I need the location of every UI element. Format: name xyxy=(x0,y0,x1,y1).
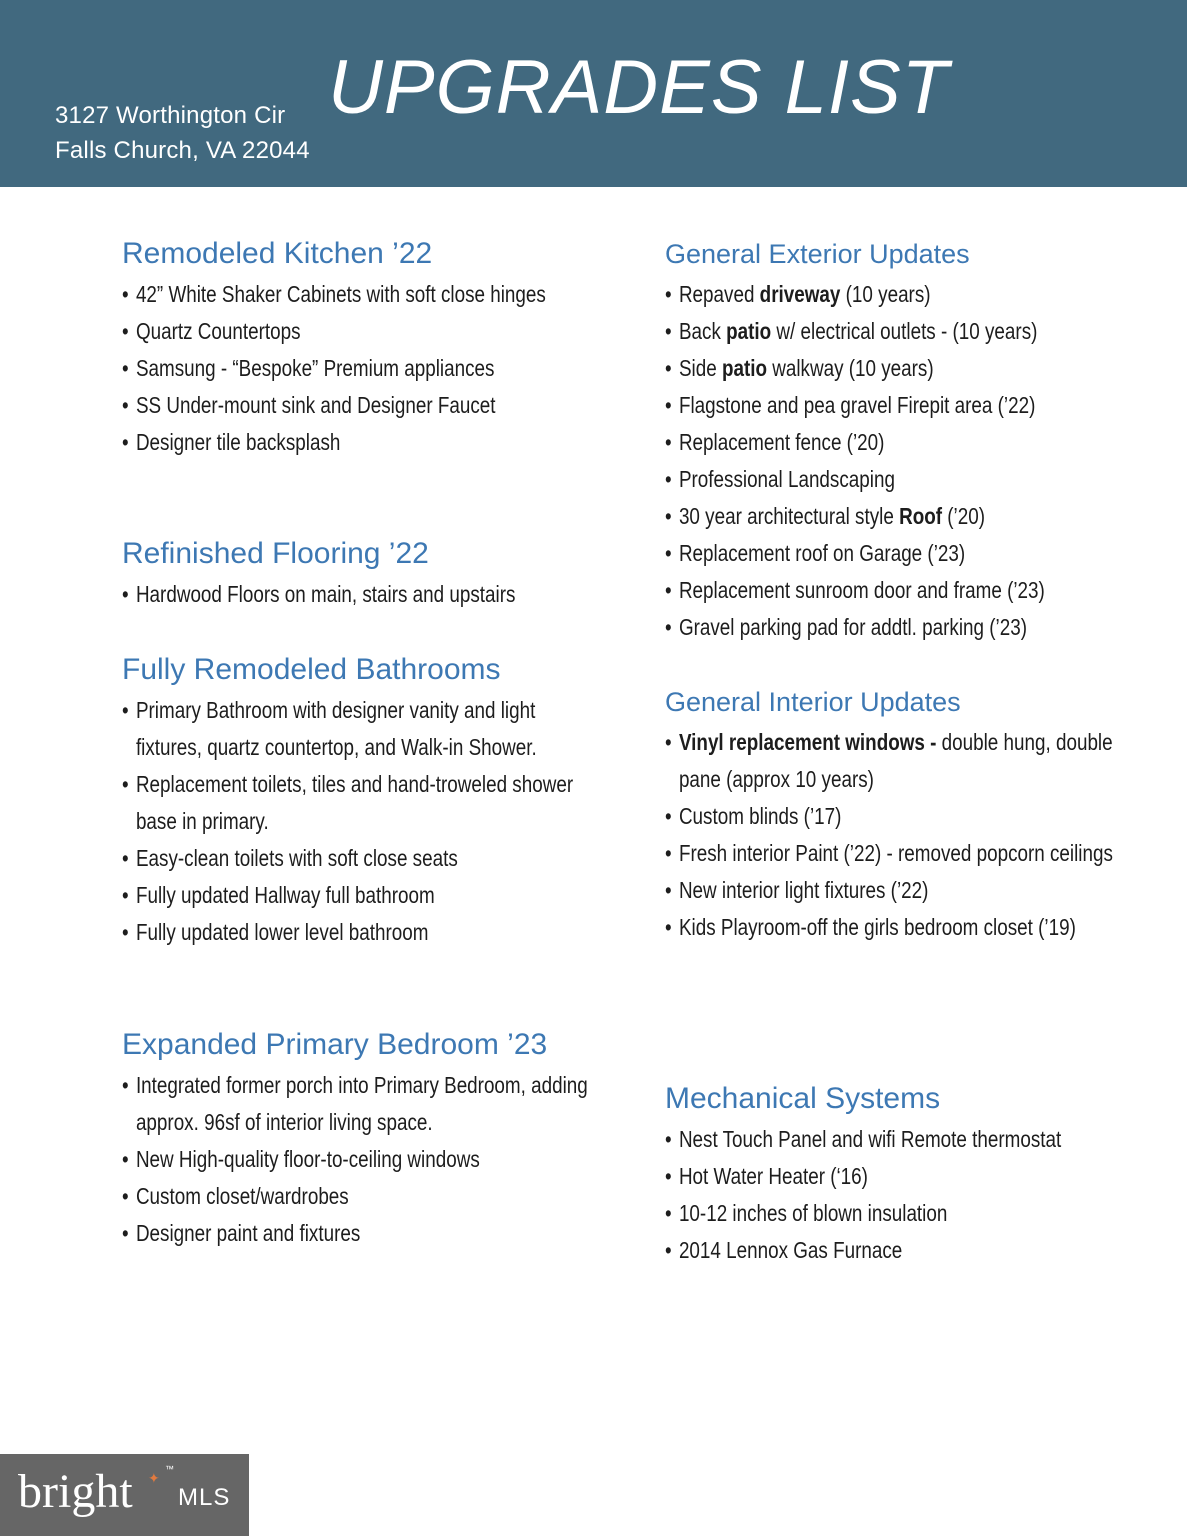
list-item: • Kids Playroom-off the girls bedroom closet (’19) xyxy=(665,909,1138,946)
list-item: • Primary Bathroom with designer vanity and light fixtures, quartz countertop, and Walk-in Shower. xyxy=(122,692,595,766)
list-item: • 2014 Lennox Gas Furnace xyxy=(665,1232,1138,1269)
list-item: • Back patio w/ electrical outlets - (10 years) xyxy=(665,313,1138,350)
list-item: • New interior light fixtures (’22) xyxy=(665,872,1138,909)
trademark: ™ xyxy=(165,1464,174,1474)
section-title: General Exterior Updates xyxy=(665,239,970,269)
list-item: • Hot Water Heater (‘16) xyxy=(665,1158,1138,1195)
list-item: • Hardwood Floors on main, stairs and upstairs xyxy=(122,576,595,613)
list-item: • Professional Landscaping xyxy=(665,461,1138,498)
section-interior xyxy=(665,684,1135,946)
list-item: • Fresh interior Paint (’22) - removed popcorn ceilings xyxy=(665,835,1138,872)
list-item: • Replacement roof on Garage (’23) xyxy=(665,535,1138,572)
list-item: • Gravel parking pad for addtl. parking (’23) xyxy=(665,609,1138,646)
list-item: • Flagstone and pea gravel Firepit area (’22) xyxy=(665,387,1138,424)
section-title: General Interior Updates xyxy=(665,687,961,717)
section-title: Fully Remodeled Bathrooms xyxy=(122,653,501,686)
section-primary-bedroom xyxy=(122,1027,592,1252)
section-bathrooms xyxy=(122,652,592,951)
page-title: UPGRADES LIST xyxy=(328,45,950,130)
section-mechanical xyxy=(665,1081,1135,1269)
section-exterior xyxy=(665,236,1135,646)
list-item: • Vinyl replacement windows - double hung, double pane (approx 10 years) xyxy=(665,724,1138,798)
list-item: • Replacement sunroom door and frame (’23) xyxy=(665,572,1138,609)
list-item: • Fully updated lower level bathroom xyxy=(122,914,595,951)
list-item: • Repaved driveway (10 years) xyxy=(665,276,1138,313)
section-title: Expanded Primary Bedroom ’23 xyxy=(122,1028,548,1061)
list-item: • Custom blinds (’17) xyxy=(665,798,1138,835)
list-item: • 42” White Shaker Cabinets with soft close hinges xyxy=(122,276,595,313)
bright-mls-logo xyxy=(0,1454,249,1536)
list-item: • Easy-clean toilets with soft close seats xyxy=(122,840,595,877)
list-item: • Side patio walkway (10 years) xyxy=(665,350,1138,387)
section-title: Refinished Flooring ’22 xyxy=(122,537,429,570)
section-title: Mechanical Systems xyxy=(665,1082,941,1115)
brand-wordmark: bright xyxy=(18,1465,133,1518)
section-flooring xyxy=(122,536,592,613)
list-item: • 10-12 inches of blown insulation xyxy=(665,1195,1138,1232)
list-item: • Designer tile backsplash xyxy=(122,424,595,461)
list-item: • Nest Touch Panel and wifi Remote thermostat xyxy=(665,1121,1138,1158)
section-kitchen xyxy=(122,236,592,461)
list-item: • Replacement fence (’20) xyxy=(665,424,1138,461)
spark-icon: ✦ xyxy=(148,1470,160,1486)
list-item: • New High-quality floor-to-ceiling windows xyxy=(122,1141,595,1178)
header-banner xyxy=(0,0,1187,187)
list-item: • Replacement toilets, tiles and hand-troweled shower base in primary. xyxy=(122,766,595,840)
list-item: • 30 year architectural style Roof (’20) xyxy=(665,498,1138,535)
section-title: Remodeled Kitchen ’22 xyxy=(122,237,433,270)
list-item: • Integrated former porch into Primary Bedroom, adding approx. 96sf of interior living space. xyxy=(122,1067,595,1141)
list-item: • Designer paint and fixtures xyxy=(122,1215,595,1252)
address-line-1: 3127 Worthington Cir xyxy=(55,102,286,129)
list-item: • Custom closet/wardrobes xyxy=(122,1178,595,1215)
list-item: • SS Under-mount sink and Designer Faucet xyxy=(122,387,595,424)
list-item: • Quartz Countertops xyxy=(122,313,595,350)
list-item: • Fully updated Hallway full bathroom xyxy=(122,877,595,914)
list-item: • Samsung - “Bespoke” Premium appliances xyxy=(122,350,595,387)
mls-label: MLS xyxy=(178,1484,231,1511)
address-line-2: Falls Church, VA 22044 xyxy=(55,137,310,164)
